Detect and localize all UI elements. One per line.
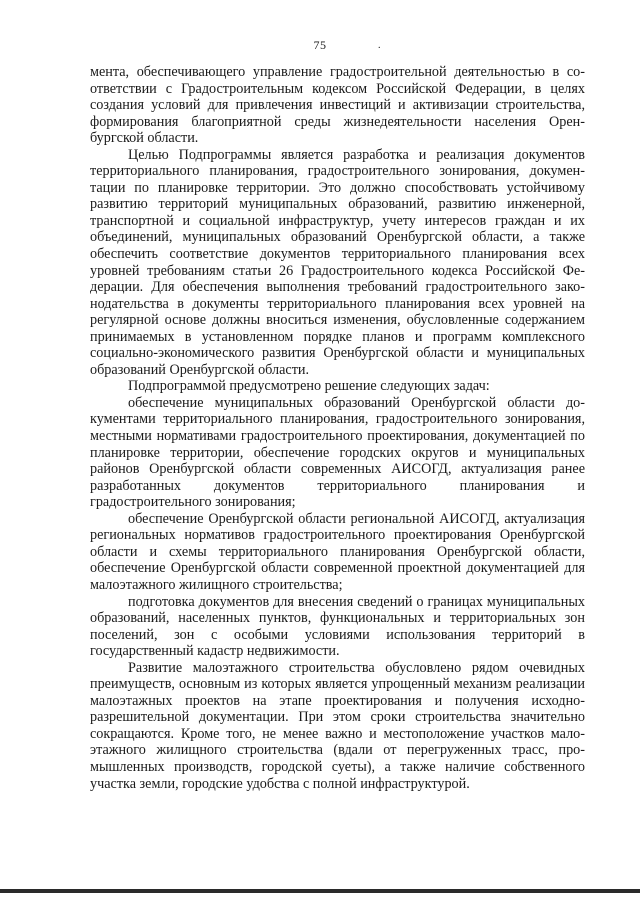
- document-body: [90, 64, 585, 792]
- paragraph-6: подготовка документов для внесения сведений о границах муниципальных образований, населенных пунктов, функциональных и территориальных зон поселений, зон с особыми условиями использования территорий в государственный кадастр недвижимости.: [90, 593, 585, 660]
- bottom-border-line: [0, 889, 640, 893]
- paragraph-1: мента, обеспечивающего управление градостроительной деятельностью в соответствии с Градостроительным кодексом Российской Федерации, в целях создания условий для привлечения инвестиций и активизации строительства, формирования благоприятной среды жизнедеятельности населения Оренбургской области.: [90, 64, 585, 147]
- paragraph-4: обеспечение муниципальных образований Оренбургской области документами территориального планирования, градостроительного зонирования, местными нормативами градостроительного проектирования, документацией по планировке территории, обеспечение городских округов и муниципальных районов Оренбургской области современных АИСОГД, актуализация ранее разработанных документов территориального планирования и градостроительного зонирования;: [90, 394, 585, 511]
- paragraph-3: Подпрограммой предусмотрено решение следующих задач:: [128, 378, 490, 395]
- page-mark: .: [378, 40, 381, 51]
- paragraph-5: обеспечение Оренбургской области региональной АИСОГД, актуализация региональных нормативов градостроительного проектирования Оренбургской области и схемы территориального планирования Оренбургской области, обеспечение Оренбургской области современной проектной документацией для малоэтажного жилищного строительства;: [90, 510, 585, 593]
- paragraph-2: Целью Подпрограммы является разработка и реализация документов территориального планирования, градостроительного зонирования, документации по планировке территории. Это должно способствовать устойчивому развитию территорий муниципальных образований, развитию инженерной, транспортной и социальной инфраструктур, учету интересов граждан и их объединений, муниципальных образований Оренбургской области, а также обеспечить соответствие документов территориального планирования всех уровней требованиям статьи 26 Градостроительного кодекса Российской Федерации. Для обеспечения выполнения требований градостроительного законодательства в документы территориального планирования всех уровней на регулярной основе должны вноситься изменения, обусловленные содержанием принимаемых в установленном порядке планов и программ комплексного социально-экономического развития Оренбургской области и муниципальных образований Оренбургской области.: [90, 146, 585, 378]
- page-number: 75: [313, 38, 327, 52]
- paragraph-7: Развитие малоэтажного строительства обусловлено рядом очевидных преимуществ, основным из которых является упрощенный механизм реализации малоэтажных проектов на этапе проектирования и получения исходно-разрешительной документации. При этом сроки строительства значительно сокращаются. Кроме того, не менее важно и местоположение участков малоэтажного жилищного строительства (вдали от перегруженных трасс, промышленных производств, городской суеты), а также наличие собственного участка земли, городские удобства с полной инфраструктурой.: [90, 659, 585, 792]
